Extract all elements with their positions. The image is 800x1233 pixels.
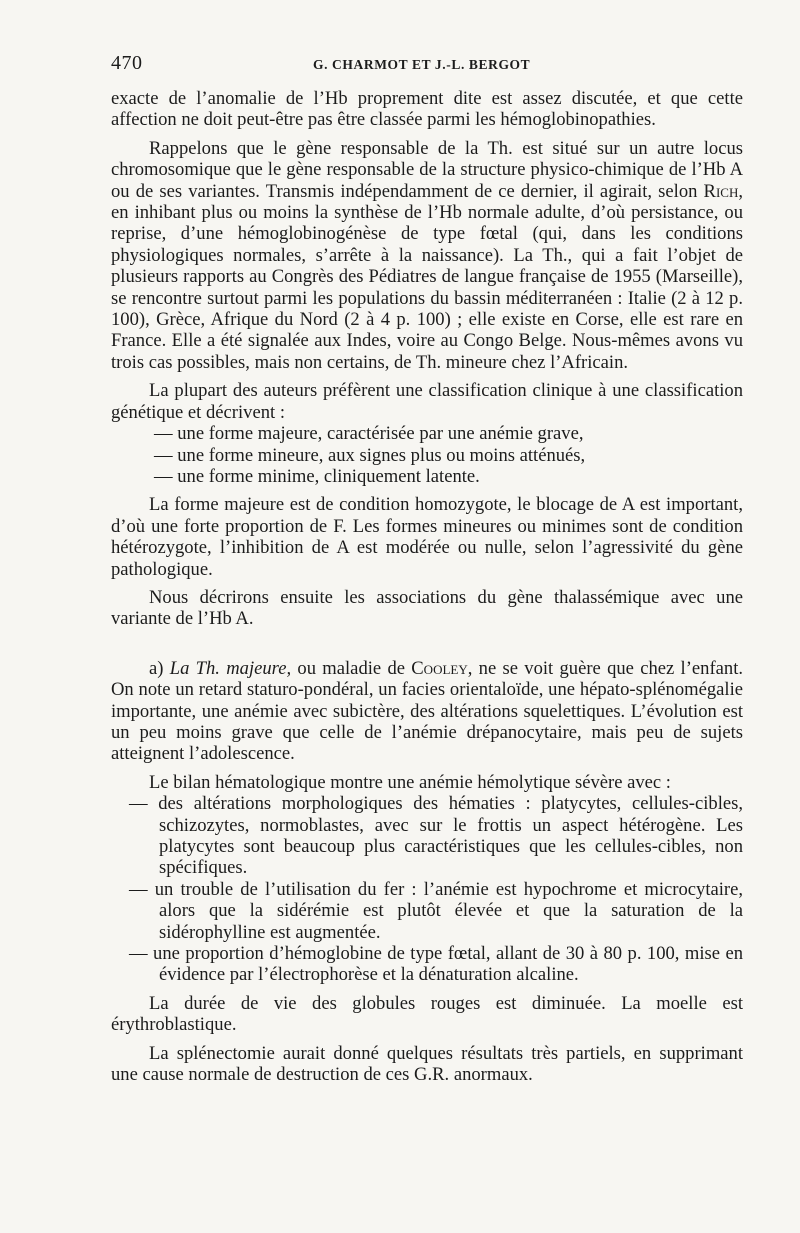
paragraph-text: , en inhibant plus ou moins la synthèse de l’Hb normale adulte, d’où persistance, ou reprise, d’une hémoglobinogénèse de type fœtal (qui, dans les conditions physiologiques normales, s’arrête à la naissance). La Th., qui a fait l’objet de plusieurs rapports au Congrès des Pédiatres de langue française de 1955 (Marseille), se rencontre surtout parmi les populations du bassin méditerranéen : Italie (2 à 12 p. 100), Grèce, Afrique du Nord (2 à 4 p. 100) ; elle existe en Corse, elle est rare en France. Elle a été signalée aux Indes, voire au Congo Belge. Nous-mêmes avons vu trois cas possibles, mais non certains, de Th. mineure chez l’Africain. — [111, 180, 743, 373]
document-page — [111, 52, 743, 1085]
section-label: a) — [149, 657, 164, 679]
list-item: — une forme minime, cliniquement latente. — [111, 466, 743, 487]
paragraph-associations: Nous décrirons ensuite les associations du gène thalassémique avec une variante de l’Hb A. — [111, 586, 743, 630]
list-item: — une forme majeure, caractérisée par une anémie grave, — [111, 423, 743, 444]
list-item: — une forme mineure, aux signes plus ou moins atténués, — [111, 445, 743, 466]
bilan-list — [111, 793, 743, 986]
list-item: — un trouble de l’utilisation du fer : l’anémie est hypochrome et microcytaire, alors que la sidérémie est plutôt élevée et que la saturation de la sidérophylline est augmentée. — [111, 879, 743, 943]
paragraph-classification: La plupart des auteurs préfèrent une classification clinique à une classification génétique et décrivent : — [111, 380, 743, 423]
author-name-cooley: Cooley — [411, 657, 468, 679]
paragraph-forme-majeure: La forme majeure est de condition homozygote, le blocage de A est important, d’où une forte proportion de F. Les formes mineures ou minimes sont de condition hétérozygote, l’inhibition de A est modérée ou nulle, selon l’agressivité du gène pathologique. — [111, 494, 743, 580]
page-number: 470 — [111, 52, 143, 74]
author-name-rich: Rich — [703, 180, 739, 202]
section-a-intro — [111, 658, 743, 765]
paragraph-gene-locus — [111, 138, 743, 373]
paragraph-splenectomie: La splénectomie aurait donné quelques résultats très partiels, en supprimant une cause normale de destruction de ces G.R. anormaux. — [111, 1042, 743, 1086]
running-header — [111, 52, 743, 82]
running-title: G. CHARMOT ET J.-L. BERGOT — [313, 57, 531, 72]
paragraph-bilan: Le bilan hématologique montre une anémie hémolytique sévère avec : — [149, 771, 671, 793]
paragraph-duree: La durée de vie des globules rouges est diminuée. La moelle est érythroblastique. — [111, 992, 743, 1036]
body-text — [111, 88, 743, 1085]
paragraph-text: ou maladie de — [291, 657, 412, 679]
list-item: — des altérations morphologiques des hématies : platycytes, cellules-cibles, schizozytes, normoblastes, avec sur le frottis un aspect hétérogène. Les platycytes sont beaucoup plus caractéristiques que les cellules-cibles, non spécifiques. — [111, 793, 743, 879]
paragraph-text: , ne se voit guère que chez l’enfant. On note un retard staturo-pondéral, un facies orientaloïde, une hépato-splénomégalie importante, une anémie avec subictère, des altérations squelettiques. L’évolution est un peu moins grave que celle de l’anémie drépanocytaire, mais peu de sujets atteignent l’adolescence. — [111, 657, 744, 765]
section-title: La Th. majeure, — [169, 657, 292, 679]
paragraph-text: Rappelons que le gène responsable de la Th. est situé sur un autre locus chromosomique que le gène responsable de la structure physico-chimique de l’Hb A ou de ses variantes. Transmis indépendamment de ce dernier, il agirait, selon — [111, 137, 743, 202]
forms-list — [111, 423, 743, 487]
paragraph-continuation: exacte de l’anomalie de l’Hb proprement dite est assez discutée, et que cette affection ne doit peut-être pas être classée parmi les hémoglobinopathies. — [111, 88, 743, 131]
list-item: — une proportion d’hémoglobine de type fœtal, allant de 30 à 80 p. 100, mise en évidence par l’électrophorèse et la dénaturation alcaline. — [111, 943, 743, 986]
